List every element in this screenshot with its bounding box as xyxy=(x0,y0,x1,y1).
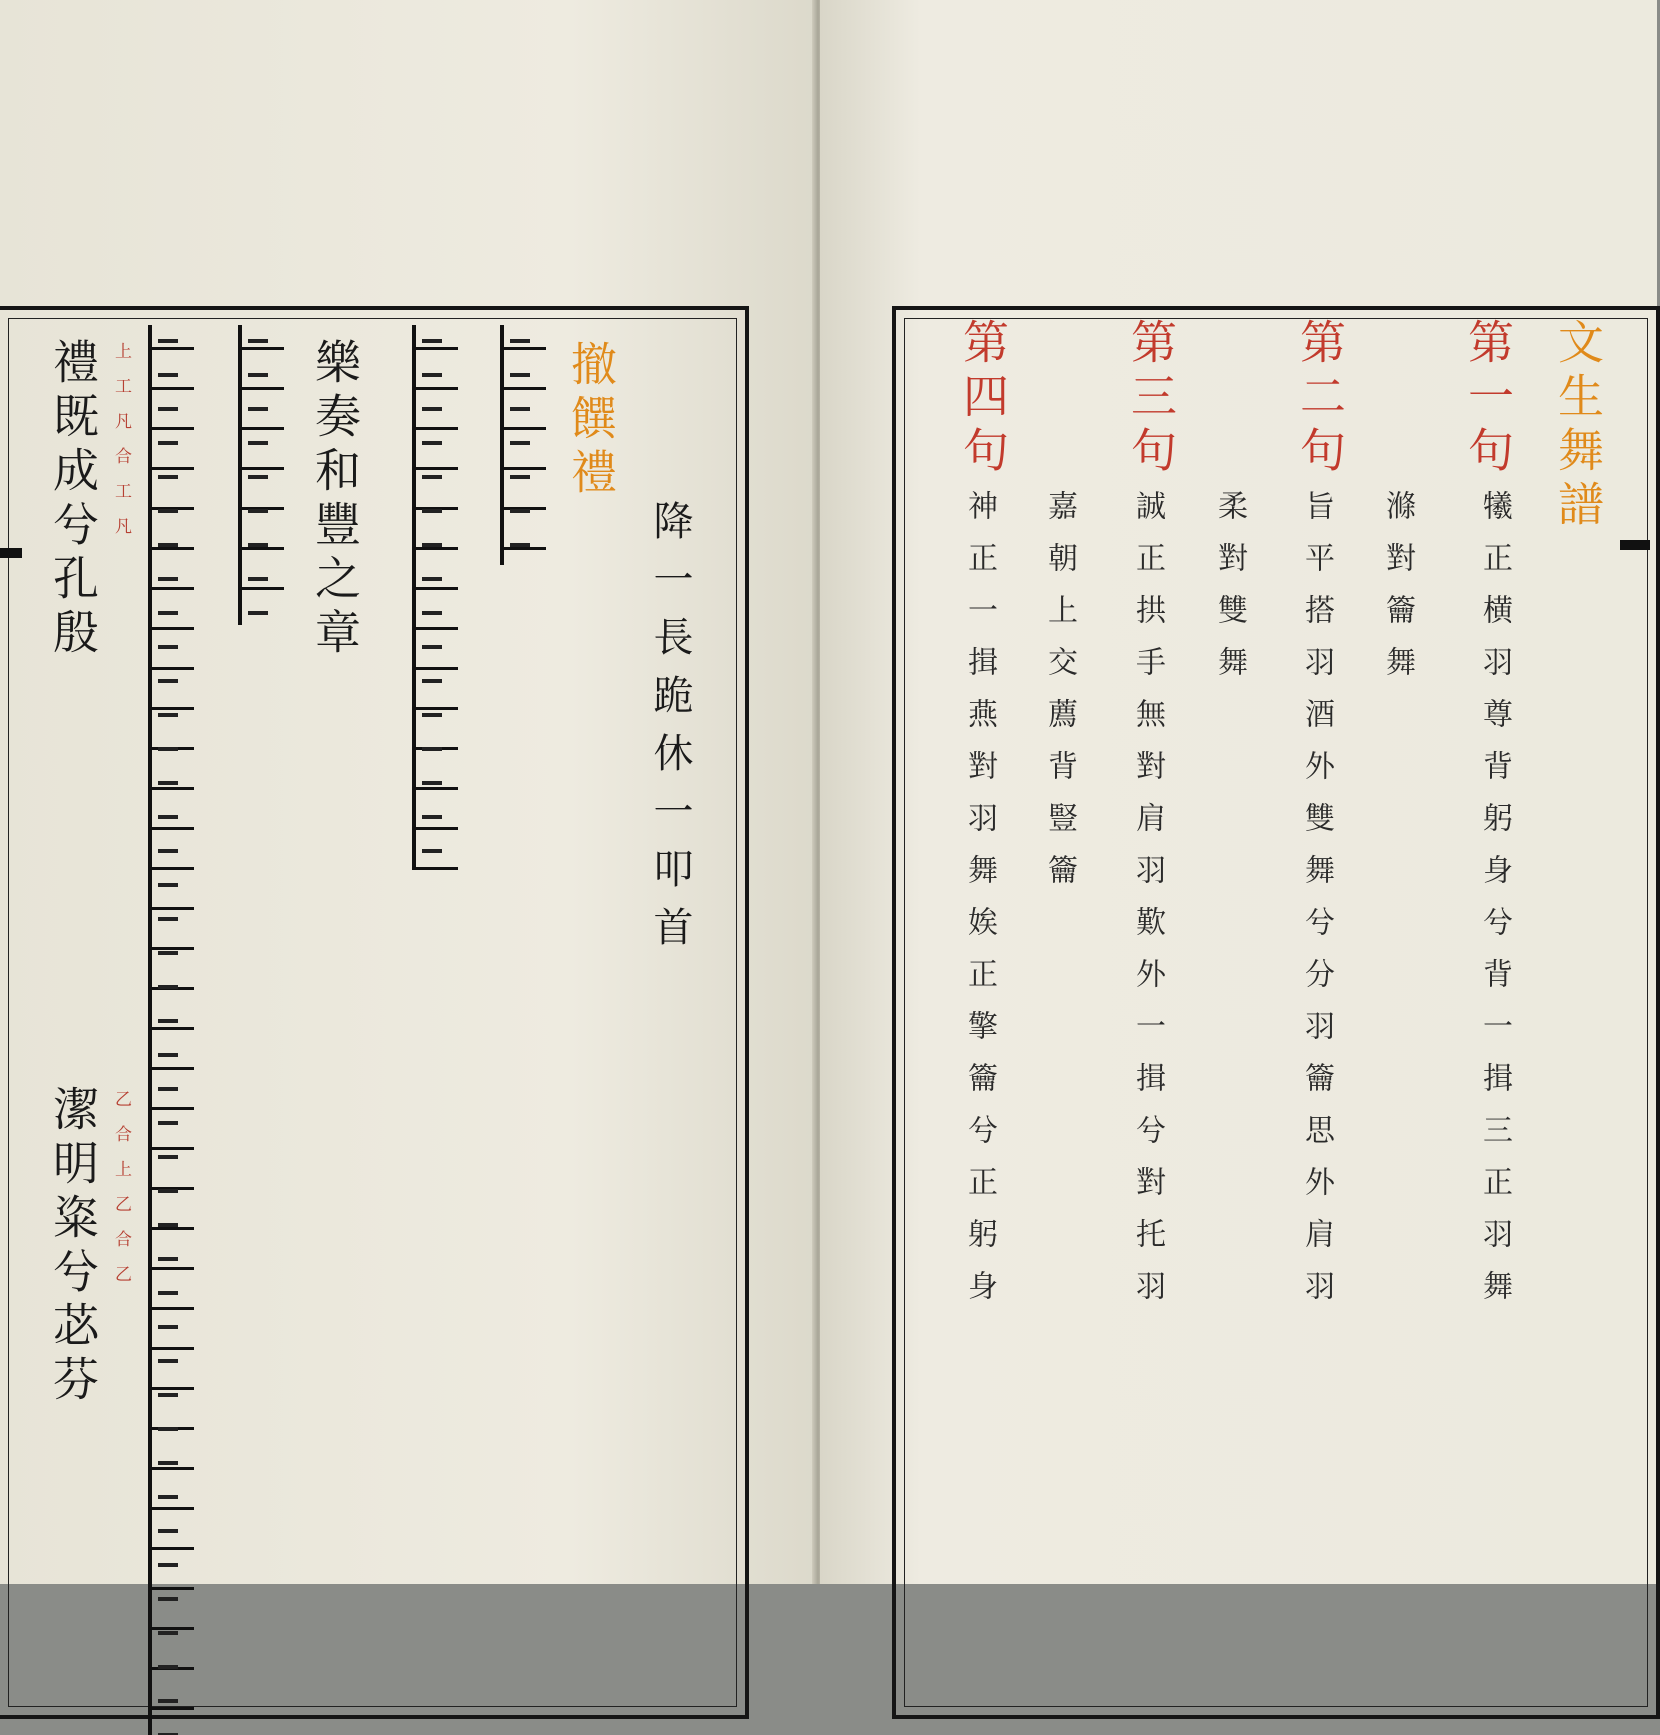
line-text-1: 犧正横羽尊背躬身兮背一揖三正羽舞 xyxy=(1477,490,1512,1322)
manchu-script-column xyxy=(500,325,546,565)
line-text-2b: 柔對雙舞 xyxy=(1212,490,1247,698)
line-text-2: 旨平搭羽酒外雙舞兮分羽籥思外肩羽 xyxy=(1299,490,1334,1322)
line-text-3b: 嘉朝上交薦背豎籥 xyxy=(1042,490,1077,906)
kneel-instruction: 降一長跪休一叩首 xyxy=(647,500,693,964)
right-page xyxy=(820,0,1657,1584)
dance-score-title: 文生舞譜 xyxy=(1551,318,1605,534)
left-page xyxy=(0,0,815,1584)
lyric-line-top: 禮既成兮孔殷 xyxy=(46,338,100,662)
line-text-1b: 滌對籥舞 xyxy=(1380,490,1415,698)
line-label-1: 第一句 xyxy=(1461,318,1515,480)
fold-marker xyxy=(0,548,22,558)
music-notes-top: 上工凡合工凡 xyxy=(111,342,131,552)
manchu-script-column xyxy=(238,325,284,625)
line-label-3: 第三句 xyxy=(1124,318,1178,480)
line-label-4: 第四句 xyxy=(956,318,1010,480)
manchu-script-column xyxy=(148,325,194,1735)
manchu-script-column xyxy=(412,325,458,870)
line-text-3: 誠正拱手無對肩羽歎外一揖兮對托羽 xyxy=(1130,490,1165,1322)
music-notes-bottom: 乙合上乙合乙 xyxy=(111,1090,131,1300)
fold-marker xyxy=(1620,540,1650,550)
line-label-2: 第二句 xyxy=(1293,318,1347,480)
rite-title: 撤饌禮 xyxy=(564,340,618,502)
lyric-line-bottom: 潔明粢兮苾芬 xyxy=(46,1085,100,1409)
right-page-border xyxy=(892,306,1660,1719)
music-line: 樂奏和豐之章 xyxy=(308,338,362,662)
line-text-4: 神正一揖燕對羽舞娭正擎籥兮正躬身 xyxy=(962,490,997,1322)
